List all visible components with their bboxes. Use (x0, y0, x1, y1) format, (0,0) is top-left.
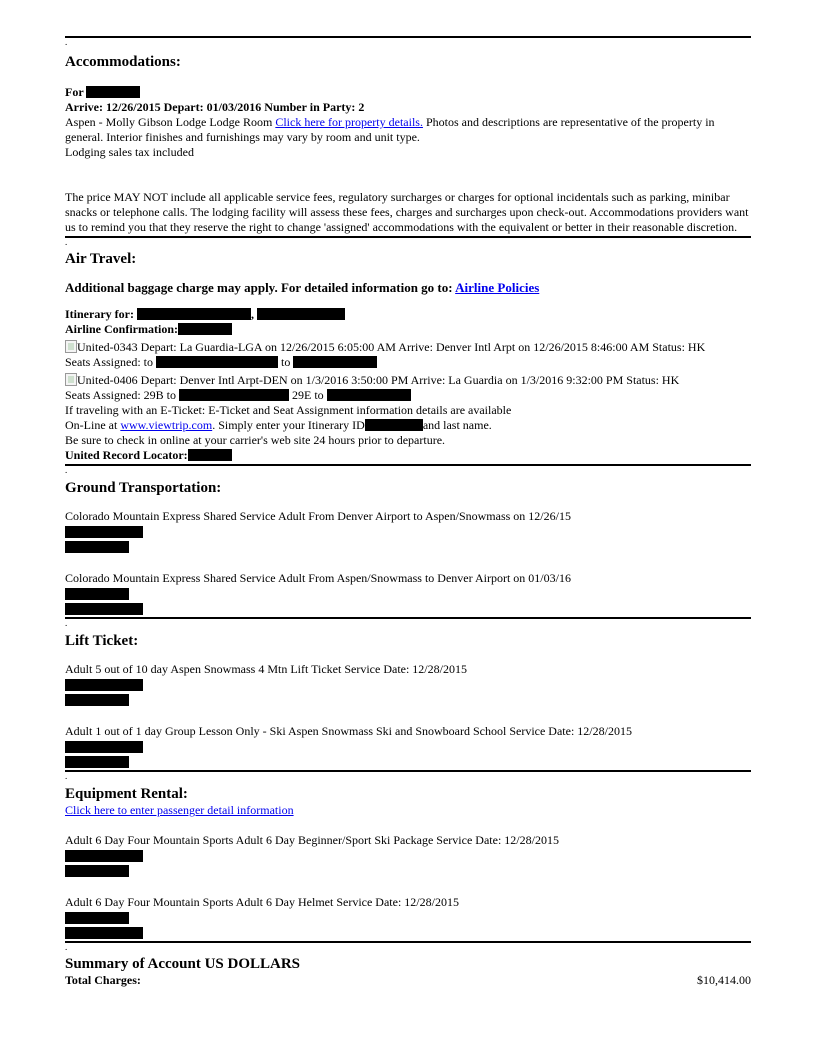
redacted-traveler-2 (257, 308, 345, 320)
redacted-line (65, 756, 129, 768)
online-line (65, 418, 751, 433)
online-prefix: On-Line at (65, 418, 118, 432)
passenger-detail-line (65, 803, 751, 818)
airline-policies-link[interactable]: Airline Policies (455, 280, 540, 295)
seats-assigned-line (65, 388, 751, 403)
property-details-link[interactable]: Click here for property details. (275, 115, 423, 129)
redacted-seat-name (179, 389, 289, 401)
online-suffix: . Simply enter your Itinerary ID (212, 418, 365, 432)
property-description (65, 115, 751, 145)
viewtrip-link[interactable]: www.viewtrip.com (120, 418, 213, 432)
lodging-tax-note: Lodging sales tax included (65, 145, 194, 159)
for-label: For (65, 85, 84, 99)
checkin-line: Be sure to check in online at your carrier's web site 24 hours prior to departure. (65, 433, 446, 447)
ground-item: Colorado Mountain Express Shared Service Adult From Denver Airport to Aspen/Snowmass on 12/26/15 (65, 509, 571, 523)
separator-dot: . (65, 237, 68, 247)
baggage-notice (65, 280, 751, 295)
equipment-item: Adult 6 Day Four Mountain Sports Adult 6 Day Beginner/Sport Ski Package Service Date: 12/28/2015 (65, 833, 559, 847)
arrive-depart-line: Arrive: 12/26/2015 Depart: 01/03/2016 Number in Party: 2 (65, 100, 365, 114)
seats-prefix: Seats Assigned: 29B to (65, 388, 177, 402)
flight-details: Depart: Denver Intl Arpt-DEN on 1/3/2016 3:50:00 PM Arrive: La Guardia on 1/3/2016 9:32:00 PM Status: HK (140, 373, 680, 387)
seats-mid: to (281, 355, 291, 369)
flight-row (65, 373, 751, 388)
ground-transportation-title: Ground Transportation: (65, 480, 222, 496)
total-charges-row (65, 973, 751, 988)
ground-item: Colorado Mountain Express Shared Service Adult From Aspen/Snowmass to Denver Airport on 01/03/16 (65, 571, 571, 585)
redacted-line (65, 741, 143, 753)
itinerary-for-line: Itinerary for: , (65, 307, 751, 322)
separator-dot: . (65, 618, 68, 628)
property-name: Aspen - Molly Gibson Lodge Lodge Room (65, 115, 273, 129)
separator-dot: . (65, 37, 68, 47)
broken-image-icon (65, 373, 77, 386)
redacted-traveler-1 (137, 308, 251, 320)
air-travel-title: Air Travel: (65, 251, 137, 267)
separator-dot: . (65, 771, 68, 781)
flight-image-alt: United-0343 (77, 340, 138, 354)
redacted-line (65, 603, 143, 615)
redacted-seat-name (293, 356, 377, 368)
redacted-line (65, 927, 143, 939)
seats-prefix: Seats Assigned: to (65, 355, 154, 369)
lift-item: Adult 1 out of 1 day Group Lesson Only - Ski Aspen Snowmass Ski and Snowboard School Service Date: 12/28/2015 (65, 724, 632, 738)
redacted-line (65, 526, 143, 538)
itinerary-document (65, 36, 751, 988)
redacted-itinerary-id (365, 419, 423, 431)
redacted-locator (188, 449, 232, 461)
accommodations-title: Accommodations: (65, 54, 181, 70)
separator-dot: . (65, 465, 68, 475)
redacted-line (65, 865, 129, 877)
total-charges-label: Total Charges: (65, 973, 141, 987)
summary-title: Summary of Account US DOLLARS (65, 956, 301, 972)
flight-details: Depart: La Guardia-LGA on 12/26/2015 6:05:00 AM Arrive: Denver Intl Arpt on 12/26/2015 8:46:00 AM Status: HK (140, 340, 706, 354)
accommodations-disclaimer: The price MAY NOT include all applicable service fees, regulatory surcharges or charges for optional incidentals such as parking, minibar snacks or telephone calls. The lodging facility will assess these fees, charges and surcharges upon check-out. Accommodations providers want us to remind you that they reserve the right to change 'assigned' accommodations with the equivalent or better in their reasonable discretion. (65, 190, 749, 234)
flight-image-alt: United-0406 (77, 373, 138, 387)
redacted-confirmation (178, 323, 232, 335)
redacted-line (65, 850, 143, 862)
redacted-line (65, 694, 129, 706)
accommodations-for-line (65, 85, 751, 100)
redacted-line (65, 588, 129, 600)
equipment-item: Adult 6 Day Four Mountain Sports Adult 6 Day Helmet Service Date: 12/28/2015 (65, 895, 459, 909)
broken-image-icon (65, 340, 77, 353)
eticket-line: If traveling with an E-Ticket: E-Ticket and Seat Assignment information details are available (65, 403, 512, 417)
lift-item: Adult 5 out of 10 day Aspen Snowmass 4 Mtn Lift Ticket Service Date: 12/28/2015 (65, 662, 467, 676)
separator-dot: . (65, 942, 68, 952)
redacted-name (86, 86, 140, 98)
baggage-text: Additional baggage charge may apply. For detailed information go to: (65, 280, 453, 295)
online-end: and last name. (422, 418, 492, 432)
seats-assigned-line (65, 355, 751, 370)
redacted-seat-name (327, 389, 411, 401)
flight-row (65, 340, 751, 355)
property-disclaimer: Photos and descriptions are representative of the property in general. Interior finishes and furnishings may vary by room and unit type. (65, 115, 715, 144)
airline-confirmation-line (65, 322, 751, 337)
seats-mid: 29E to (292, 388, 324, 402)
locator-label: United Record Locator: (65, 448, 188, 462)
record-locator-line (65, 448, 751, 463)
passenger-detail-link[interactable]: Click here to enter passenger detail information (65, 803, 294, 817)
total-charges-value: $10,414.00 (697, 973, 751, 987)
redacted-line (65, 541, 129, 553)
itinerary-label: Itinerary for: (65, 307, 134, 321)
lift-ticket-title: Lift Ticket: (65, 633, 139, 649)
confirmation-label: Airline Confirmation: (65, 322, 178, 336)
redacted-seat-name (156, 356, 278, 368)
redacted-line (65, 679, 143, 691)
redacted-line (65, 912, 129, 924)
equipment-rental-title: Equipment Rental: (65, 786, 188, 802)
